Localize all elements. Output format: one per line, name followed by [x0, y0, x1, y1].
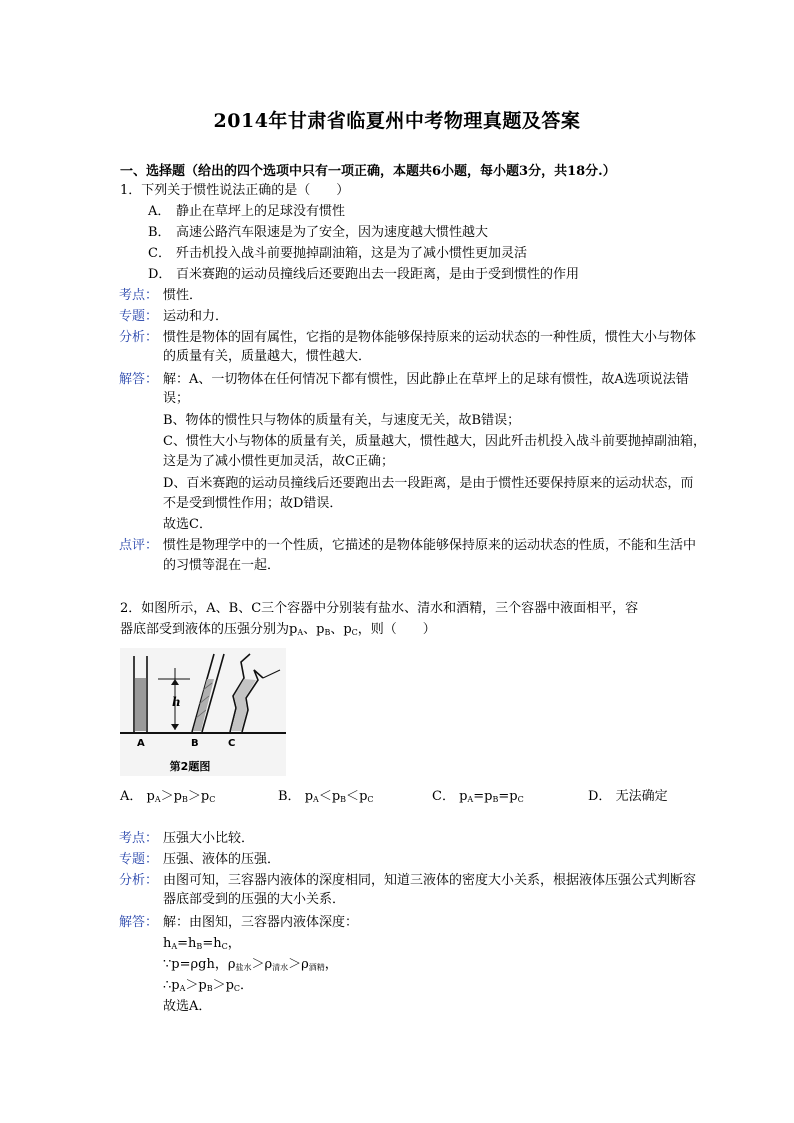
q2-jieda-line5: 故选A． [163, 999, 212, 1014]
q1-zhuanti: 运动和力． [163, 309, 229, 324]
label-c: C [228, 738, 236, 749]
q1-jieda-line7: 不是受到惯性作用；故D错误． [163, 496, 343, 511]
q1-jieda-line2: 误； [163, 391, 190, 406]
q2-jieda-label: 解答： [119, 915, 159, 930]
q2-option-b: B． $p_A<p_B<p_C$ [278, 789, 374, 804]
q2-zhuanti-label: 专题： [119, 852, 159, 867]
q2-stem-line1: 2．如图所示，A、B、C三个容器中分别装有盐水、清水和酒精，三个容器中液面相平，容 [120, 601, 639, 616]
q1-jieda-line8: 故选C． [163, 517, 212, 532]
q1-fenxi-label: 分析： [119, 330, 159, 345]
q1-option-c: C． 歼击机投入战斗前要抛掉副油箱，这是为了减小惯性更加灵活 [148, 246, 528, 261]
q1-jieda-label: 解答： [119, 372, 159, 387]
page-title: 2014年甘肃省临夏州中考物理真题及答案 [213, 110, 581, 132]
q1-stem: 1．下列关于惯性说法正确的是（ ） [120, 183, 350, 198]
q1-dianping-line2: 的习惯等混在一起． [163, 558, 281, 573]
q2-jieda-line3: ∵p=ρgh，$\rho_{盐水}>\rho_{清水}>\rho_{酒精}$， [163, 957, 338, 972]
q2-option-c: C． $p_A=p_B=p_C$ [432, 789, 524, 804]
q2-jieda-line2: $h_A=h_B=h_C$， [163, 936, 241, 951]
q2-zhuanti: 压强、液体的压强． [163, 852, 281, 867]
figure-caption: 第2题图 [169, 760, 211, 773]
q1-option-b: B． 高速公路汽车限速是为了安全，因为速度越大惯性越大 [148, 225, 489, 240]
q1-kaodian: 惯性． [163, 288, 203, 303]
label-b: B [191, 738, 199, 749]
q1-option-a: A． 静止在草坪上的足球没有惯性 [148, 204, 346, 219]
q1-dianping-label: 点评： [119, 538, 159, 553]
q2-option-d: D． 无法确定 [588, 789, 668, 804]
q1-fenxi-line1: 惯性是物体的固有属性，它指的是物体能够保持原来的运动状态的一种性质，惯性大小与物体 [163, 330, 697, 345]
h-label: h [172, 695, 181, 709]
q1-jieda-line1: 解：A、一切物体在任何情况下都有惯性，因此静止在草坪上的足球有惯性，故A选项说法错 [163, 372, 689, 387]
q2-kaodian: 压强大小比较． [163, 831, 255, 846]
container-a-liquid [135, 678, 146, 731]
q2-container-figure [120, 648, 286, 776]
q1-jieda-line5: 这是为了减小惯性更加灵活，故C正确； [163, 454, 394, 469]
label-a: A [137, 738, 145, 749]
q2-kaodian-label: 考点： [119, 831, 159, 846]
q1-kaodian-label: 考点： [119, 288, 159, 303]
q1-zhuanti-label: 专题： [119, 309, 159, 324]
q2-jieda-line1: 解：由图知，三容器内液体深度： [163, 915, 359, 930]
q1-jieda-line6: D、百米赛跑的运动员撞线后还要跑出去一段距离，是由于惯性还要保持原来的运动状态，而 [163, 476, 694, 491]
q1-dianping-line1: 惯性是物理学中的一个性质，它描述的是物体能够保持原来的运动状态的性质，不能和生活中 [163, 538, 697, 553]
q1-fenxi-line2: 的质量有关，质量越大，惯性越大． [163, 349, 372, 364]
q2-fenxi-line2: 器底部受到的压强的大小关系． [163, 892, 346, 907]
q2-fenxi-line1: 由图可知，三容器内液体的深度相同，知道三液体的密度大小关系，根据液体压强公式判断容 [163, 873, 697, 888]
q2-stem-line2: 器底部受到液体的压强分别为$p_A$、$p_B$、$p_C$，则（ ） [120, 622, 436, 637]
q2-jieda-line4: $\therefore p_A>p_B>p_C$． [163, 978, 254, 993]
section-heading: 一、选择题（给出的四个选项中只有一项正确，本题共6小题，每小题3分，共18分.） [120, 164, 616, 179]
q1-jieda-line4: C、惯性大小与物体的质量有关，质量越大，惯性越大，因此歼击机投入战斗前要抛掉副油箱， [163, 434, 706, 449]
q1-jieda-line3: B、物体的惯性只与物体的质量有关，与速度无关，故B错误； [163, 413, 521, 428]
q2-fenxi-label: 分析： [119, 873, 159, 888]
q1-option-d: D． 百米赛跑的运动员撞线后还要跑出去一段距离，是由于受到惯性的作用 [148, 267, 580, 282]
q2-option-a: A． $p_A>p_B>p_C$ [120, 789, 216, 804]
